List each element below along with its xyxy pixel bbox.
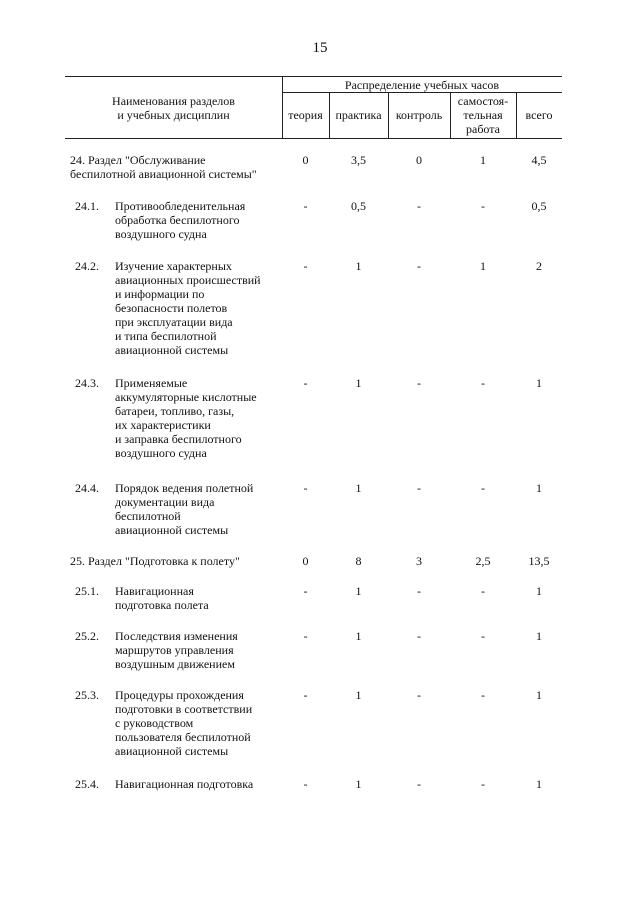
value-control: 0: [416, 153, 422, 167]
row-title: Противообледенительная обработка беспилотного воздушного судна: [115, 199, 246, 241]
row-title: Применяемые аккумуляторные кислотные батареи, топливо, газы, их характеристики и заправка беспилотного воздушного судна: [115, 376, 257, 460]
value-control: -: [417, 259, 421, 273]
value-practice: 1: [355, 376, 362, 390]
header-names: Наименования разделов и учебных дисциплин: [112, 94, 235, 122]
value-total: 2: [536, 259, 542, 273]
row-title: Порядок ведения полетной документации вида беспилотной авиационной системы: [115, 481, 254, 537]
value-theory: -: [303, 376, 308, 390]
value-practice: 1: [355, 688, 362, 702]
value-theory: -: [303, 584, 308, 598]
value-control: -: [417, 199, 421, 213]
value-control: -: [417, 376, 421, 390]
value-self-study: 2,5: [475, 554, 491, 568]
value-self-study: -: [481, 481, 485, 495]
value-practice: 8: [355, 554, 362, 568]
value-theory: -: [303, 629, 308, 643]
value-total: 0,5: [531, 199, 547, 213]
value-total: 1: [536, 481, 542, 495]
value-total: 1: [536, 688, 542, 702]
value-control: -: [417, 481, 421, 495]
header-control: контроль: [395, 108, 443, 122]
row-code: 24.4.: [75, 481, 99, 495]
row-code: 25.4.: [75, 777, 99, 791]
value-self-study: -: [481, 584, 485, 598]
header-theory: теория: [288, 108, 323, 122]
value-total: 1: [536, 584, 542, 598]
row-title: Навигационная подготовка: [115, 777, 254, 791]
row-code: 24.1.: [75, 199, 99, 213]
value-control: -: [417, 777, 421, 791]
page-number: 15: [312, 40, 328, 56]
row-title: 24. Раздел "Обслуживание беспилотной авиационной системы": [70, 153, 257, 181]
value-total: 13,5: [528, 554, 550, 568]
value-theory: -: [303, 481, 308, 495]
value-practice: 1: [355, 259, 362, 273]
value-self-study: 1: [480, 153, 486, 167]
row-code: 25.1.: [75, 584, 99, 598]
header-distribution: Распределение учебных часов: [344, 78, 500, 92]
row-title: Навигационная подготовка полета: [115, 584, 209, 612]
value-self-study: -: [481, 199, 485, 213]
value-total: 4,5: [531, 153, 547, 167]
distribution-underline: [282, 92, 562, 93]
row-title: Процедуры прохождения подготовки в соответствии с руководством пользователя беспилотной авиационной системы: [115, 688, 253, 758]
value-practice: 1: [355, 629, 362, 643]
value-control: -: [417, 584, 421, 598]
value-self-study: -: [481, 688, 485, 702]
row-title: Изучение характерных авиационных происшествий и информации по безопасности полетов при эксплуатации вида и типа беспилотной авиационной системы: [115, 259, 261, 357]
value-control: -: [417, 629, 421, 643]
row-code: 25.3.: [75, 688, 99, 702]
value-theory: -: [303, 259, 308, 273]
value-self-study: 1: [480, 259, 486, 273]
row-title: Последствия изменения маршрутов управления воздушным движением: [115, 629, 238, 671]
row-title: 25. Раздел "Подготовка к полету": [70, 554, 240, 568]
value-theory: -: [303, 199, 308, 213]
value-theory: -: [303, 688, 308, 702]
value-total: 1: [536, 777, 542, 791]
header-practice: практика: [335, 108, 382, 122]
value-practice: 1: [355, 584, 362, 598]
value-theory: 0: [302, 153, 309, 167]
header-total: всего: [525, 108, 553, 122]
value-practice: 0,5: [351, 199, 366, 213]
value-practice: 1: [355, 777, 362, 791]
value-total: 1: [536, 376, 542, 390]
row-code: 24.2.: [75, 259, 99, 273]
header-self-study: самостоя- тельная работа: [457, 94, 509, 136]
value-practice: 3,5: [351, 153, 366, 167]
value-theory: 0: [302, 554, 309, 568]
value-total: 1: [536, 629, 542, 643]
value-self-study: -: [481, 777, 485, 791]
value-control: -: [417, 688, 421, 702]
table-top-border: [65, 76, 562, 77]
header-bottom-border: [65, 138, 562, 139]
value-self-study: -: [481, 629, 485, 643]
row-code: 24.3.: [75, 376, 99, 390]
row-code: 25.2.: [75, 629, 99, 643]
value-control: 3: [416, 554, 422, 568]
value-theory: -: [303, 777, 308, 791]
value-self-study: -: [481, 376, 485, 390]
value-practice: 1: [355, 481, 362, 495]
